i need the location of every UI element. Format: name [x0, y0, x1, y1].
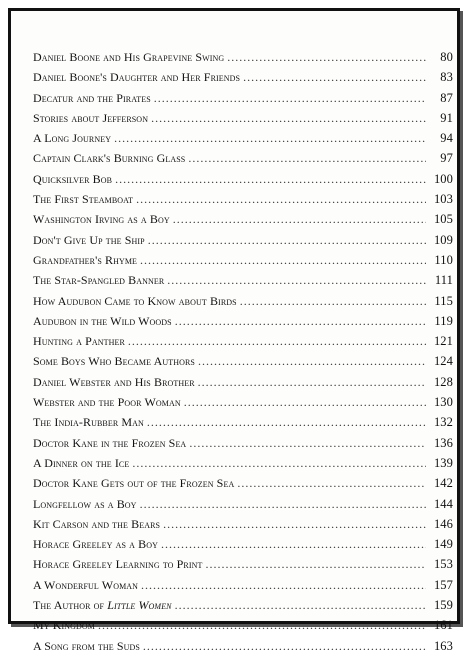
toc-entry-title — [33, 433, 186, 453]
toc-entry — [33, 514, 453, 534]
toc-entry-title-text: Hunting a Panther — [33, 334, 125, 349]
toc-entry-title-text: Daniel Boone's Daughter and Her Friends — [33, 70, 241, 85]
toc-entry-title-text: Longfellow as a Boy — [33, 496, 137, 511]
toc-entry-page-number: 121 — [433, 334, 453, 349]
toc-entry-title — [33, 311, 172, 331]
toc-entry — [33, 554, 453, 574]
toc-entry-title — [33, 615, 95, 635]
toc-entry-title — [33, 534, 158, 554]
toc-entry-title — [33, 575, 138, 595]
dot-leader — [140, 250, 426, 270]
dot-leader — [143, 636, 426, 656]
toc-entry-title-text: A Wonderful Woman — [33, 577, 139, 592]
toc-entry — [33, 392, 453, 412]
dot-leader — [115, 169, 426, 189]
toc-entry-title — [33, 291, 237, 311]
toc-entry-title-text: Decatur and the Pirates — [33, 90, 151, 105]
toc-entry-page-number: 100 — [433, 171, 453, 186]
toc-entry-title — [33, 209, 170, 229]
toc-entry — [33, 67, 453, 87]
toc-entry-title — [33, 270, 164, 290]
toc-entry-title-text: Stories about Jefferson — [33, 110, 149, 125]
toc-entry-page-number: 83 — [440, 70, 453, 85]
toc-entry-title — [33, 514, 160, 534]
table-of-contents — [33, 47, 453, 656]
toc-entry-title-text: The India-Rubber Man — [33, 415, 144, 430]
dot-leader — [161, 534, 426, 554]
toc-entry-title — [33, 230, 145, 250]
toc-entry — [33, 230, 453, 250]
toc-entry-title-text: The Author of — [33, 598, 108, 613]
toc-entry — [33, 108, 453, 128]
toc-entry-page-number: 132 — [433, 415, 453, 430]
toc-entry-page-number: 146 — [433, 516, 453, 531]
toc-entry — [33, 291, 453, 311]
dot-leader — [198, 372, 426, 392]
dot-leader — [175, 311, 426, 331]
toc-entry-title-text: A Song from the Suds — [33, 638, 140, 653]
dot-leader — [141, 575, 426, 595]
toc-entry-title — [33, 250, 137, 270]
toc-entry-title — [33, 392, 181, 412]
toc-entry-title — [33, 47, 224, 67]
toc-entry-page-number: 110 — [434, 252, 453, 267]
dot-leader — [98, 615, 426, 635]
toc-entry — [33, 595, 453, 615]
toc-entry-title-text: How Audubon Came to Know about Birds — [33, 293, 237, 308]
toc-entry-title — [33, 169, 112, 189]
toc-entry-page-number: 109 — [433, 232, 453, 247]
toc-entry-page-number: 80 — [440, 50, 453, 64]
toc-entry-title — [33, 351, 195, 371]
dot-leader — [140, 494, 426, 514]
toc-entry — [33, 148, 453, 168]
dot-leader — [128, 331, 426, 351]
toc-entry-title-text: Audubon in the Wild Woods — [33, 313, 172, 328]
toc-entry-title-text: Washington Irving as a Boy — [33, 212, 170, 227]
toc-entry-page-number: 128 — [433, 374, 453, 389]
toc-entry-title — [33, 412, 144, 432]
toc-entry-title — [33, 595, 172, 615]
dot-leader — [237, 473, 426, 493]
dot-leader — [189, 433, 426, 453]
toc-entry-page-number: 149 — [433, 537, 453, 552]
toc-entry — [33, 372, 453, 392]
toc-entry-page-number: 161 — [433, 618, 453, 633]
toc-entry-title-text: Don't Give Up the Ship — [33, 232, 145, 247]
toc-entry-page-number: 115 — [434, 293, 453, 308]
toc-entry-page-number: 136 — [433, 435, 453, 450]
toc-entry-title — [33, 473, 234, 493]
toc-entry — [33, 636, 453, 656]
toc-entry — [33, 575, 453, 595]
dot-leader — [151, 108, 426, 128]
toc-entry — [33, 189, 453, 209]
toc-entry-page-number: 111 — [434, 273, 453, 288]
toc-entry-page-number: 142 — [433, 476, 453, 491]
toc-entry-page-number: 97 — [440, 151, 453, 166]
toc-entry-page-number: 105 — [433, 212, 453, 227]
toc-entry — [33, 331, 453, 351]
toc-entry-title-text: A Long Journey — [33, 131, 112, 146]
toc-entry-title-text: Webster and the Poor Woman — [33, 395, 181, 410]
toc-entry-title-text: Daniel Boone and His Grapevine Swing — [33, 50, 225, 64]
toc-entry — [33, 494, 453, 514]
toc-entry-page-number: 153 — [433, 557, 453, 572]
toc-entry — [33, 209, 453, 229]
toc-entry-title — [33, 372, 195, 392]
toc-entry-title-text: Kit Carson and the Bears — [33, 516, 161, 531]
toc-entry — [33, 412, 453, 432]
toc-entry-title-text: Quicksilver Bob — [33, 171, 113, 186]
toc-entry-title — [33, 494, 137, 514]
dot-leader — [175, 595, 426, 615]
toc-entry-title-text: Grandfather's Rhyme — [33, 252, 138, 267]
toc-entry-title-text: Captain Clark's Burning Glass — [33, 151, 186, 166]
toc-entry-page-number: 124 — [433, 354, 453, 369]
dot-leader — [188, 148, 426, 168]
toc-entry-title-text: Daniel Webster and His Brother — [33, 374, 195, 389]
toc-entry-title-text: A Dinner on the Ice — [33, 455, 130, 470]
dot-leader — [148, 230, 426, 250]
toc-entry — [33, 88, 453, 108]
dot-leader — [114, 128, 426, 148]
dot-leader — [243, 67, 426, 87]
toc-entry-title-text: The Star-Spangled Banner — [33, 273, 165, 288]
toc-entry — [33, 169, 453, 189]
toc-entry-title-text: The First Steamboat — [33, 192, 134, 207]
toc-entry-title — [33, 554, 203, 574]
toc-entry-page-number: 157 — [433, 577, 453, 592]
dot-leader — [227, 47, 426, 67]
toc-entry — [33, 47, 453, 67]
toc-entry — [33, 453, 453, 473]
dot-leader — [167, 270, 426, 290]
toc-entry-title-italic: Little Women — [107, 598, 172, 613]
toc-entry-page-number: 130 — [433, 395, 453, 410]
toc-entry-title — [33, 108, 148, 128]
toc-entry-page-number: 91 — [440, 110, 453, 125]
toc-entry — [33, 311, 453, 331]
dot-leader — [147, 412, 426, 432]
toc-entry-page-number: 139 — [433, 455, 453, 470]
dot-leader — [173, 209, 426, 229]
toc-entry-page-number: 163 — [433, 638, 453, 653]
dot-leader — [136, 189, 426, 209]
toc-entry-title-text: Some Boys Who Became Authors — [33, 354, 195, 369]
toc-entry-page-number: 103 — [433, 192, 453, 207]
toc-entry-title-text: Horace Greeley Learning to Print — [33, 557, 203, 572]
dot-leader — [163, 514, 426, 534]
book-page — [8, 8, 460, 653]
dot-leader — [154, 88, 426, 108]
dot-leader — [132, 453, 426, 473]
toc-entry-page-number: 87 — [440, 90, 453, 105]
toc-entry-title — [33, 88, 151, 108]
dot-leader — [184, 392, 426, 412]
dot-leader — [198, 351, 426, 371]
toc-entry — [33, 351, 453, 371]
toc-entry-title — [33, 189, 133, 209]
toc-entry-title-text: Horace Greeley as a Boy — [33, 537, 158, 552]
toc-entry-page-number: 94 — [440, 131, 453, 146]
toc-entry — [33, 270, 453, 290]
toc-entry-page-number: 119 — [434, 313, 453, 328]
toc-entry-title — [33, 128, 111, 148]
toc-entry-title — [33, 67, 240, 87]
toc-entry-title — [33, 148, 185, 168]
dot-leader — [240, 291, 426, 311]
toc-entry — [33, 534, 453, 554]
toc-entry-title — [33, 636, 140, 656]
toc-entry-title-text: My Kingdom — [33, 618, 95, 633]
toc-entry — [33, 250, 453, 270]
toc-entry-title-text: Doctor Kane Gets out of the Frozen Sea — [33, 476, 235, 491]
toc-entry — [33, 615, 453, 635]
toc-entry-title-text: Doctor Kane in the Frozen Sea — [33, 435, 187, 450]
toc-entry-page-number: 144 — [433, 496, 453, 511]
toc-entry — [33, 473, 453, 493]
dot-leader — [206, 554, 427, 574]
toc-entry-title — [33, 331, 125, 351]
toc-entry-title — [33, 453, 129, 473]
toc-entry-page-number: 159 — [433, 598, 453, 613]
toc-entry — [33, 128, 453, 148]
toc-entry — [33, 433, 453, 453]
